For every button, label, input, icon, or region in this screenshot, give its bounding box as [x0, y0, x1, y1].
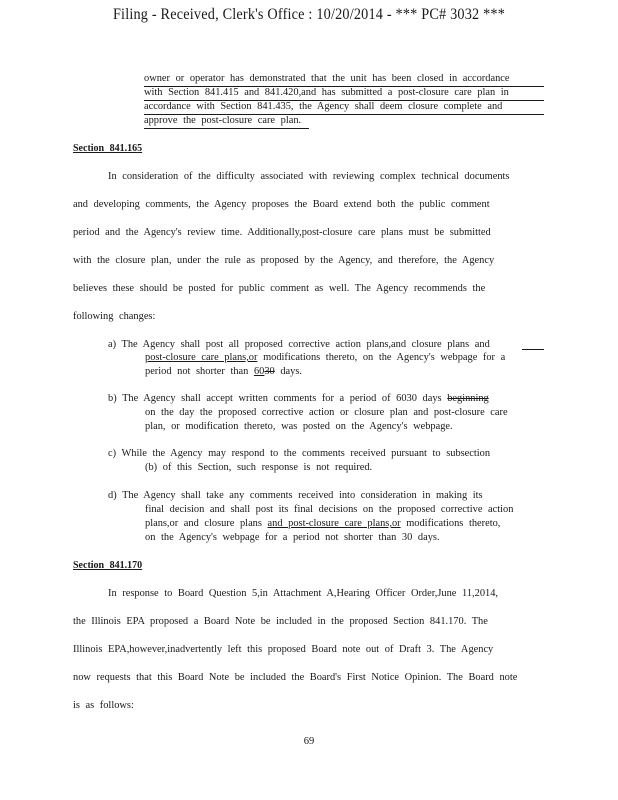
block1-line-3: accordance with Section 841.435, the Agency shall deem closure complete and	[144, 101, 503, 112]
inserted-text: 60	[253, 366, 265, 377]
block1-line-2: with Section 841.415 and 841.420,and has submitted a post-closure care plan in	[144, 87, 509, 98]
item-a-line-2-rest: modifications thereto, on the Agency's webpage for a	[257, 352, 506, 363]
item-a-line-1: a) The Agency shall post all proposed corrective action plans,and closure plans and	[108, 339, 490, 350]
item-d-line-1: d) The Agency shall take any comments received into consideration in making its	[108, 490, 483, 501]
para1-line-5: believes these should be posted for public comment as well. The Agency recommends the	[73, 283, 486, 294]
para2-line-3: Illinois EPA,however,inadvertently left this proposed Board note out of Draft 3. The Agency	[73, 644, 494, 655]
item-b-line-1-pre: b) The Agency shall accept written comments for a period of 6030 days	[108, 393, 448, 404]
underline-rule	[522, 349, 544, 350]
para2-line-1: In response to Board Question 5,in Attachment A,Hearing Officer Order,June 11,2014,	[108, 588, 498, 599]
item-b-line-2: on the day the proposed corrective action or closure plan and post-closure care	[145, 407, 508, 418]
item-a-line-3	[145, 366, 302, 378]
item-c-line-1: c) While the Agency may respond to the comments received pursuant to subsection	[108, 448, 491, 459]
deleted-text: beginning	[447, 393, 489, 404]
para2-line-4: now requests that this Board Note be included the Board's First Notice Opinion. The Board note	[73, 672, 518, 683]
item-d-line-3-post: modifications thereto,	[400, 518, 501, 529]
para2-line-2: the Illinois EPA proposed a Board Note be included in the proposed Section 841.170. The	[73, 616, 488, 627]
item-c-line-2: (b) of this Section, such response is not required.	[145, 462, 373, 473]
para1-line-3: period and the Agency's review time. Additionally,post-closure care plans must be submitted	[73, 227, 491, 238]
item-a-line-3-post: days.	[274, 366, 302, 377]
underline-rule	[144, 128, 309, 129]
item-b-line-3: plan, or modification thereto, was posted on the Agency's webpage.	[145, 421, 453, 432]
item-b-line-1	[108, 393, 489, 405]
para2-line-5: is as follows:	[73, 700, 134, 711]
block1-line-1: owner or operator has demonstrated that the unit has been closed in accordance	[144, 73, 510, 84]
section-heading-841-170: Section 841.170	[73, 560, 143, 571]
inserted-text: and post-closure care plans,or	[267, 518, 401, 529]
section-heading-841-165: Section 841.165	[73, 143, 143, 154]
item-a-line-2	[145, 352, 505, 364]
para1-line-6: following changes:	[73, 311, 156, 322]
block1-line-4: approve the post-closure care plan.	[144, 115, 302, 126]
item-d-line-3	[145, 518, 500, 530]
item-d-line-2: final decision and shall post its final decisions on the proposed corrective action	[145, 504, 514, 515]
page-number: 69	[303, 736, 315, 747]
inserted-text: post-closure care plans,or	[145, 352, 258, 363]
para1-line-1: In consideration of the difficulty associated with reviewing complex technical documents	[108, 171, 510, 182]
item-a-line-3-pre: period not shorter than	[145, 366, 254, 377]
para1-line-4: with the closure plan, under the rule as proposed by the Agency, and therefore, the Agency	[73, 255, 495, 266]
deleted-text: 30	[264, 366, 275, 377]
para1-line-2: and developing comments, the Agency proposes the Board extend both the public comment	[73, 199, 490, 210]
item-d-line-3-pre: plans,or and closure plans	[145, 518, 268, 529]
filing-stamp-header: Filing - Received, Clerk's Office : 10/20/2014 - *** PC# 3032 ***	[112, 6, 506, 23]
item-d-line-4: on the Agency's webpage for a period not shorter than 30 days.	[145, 532, 440, 543]
